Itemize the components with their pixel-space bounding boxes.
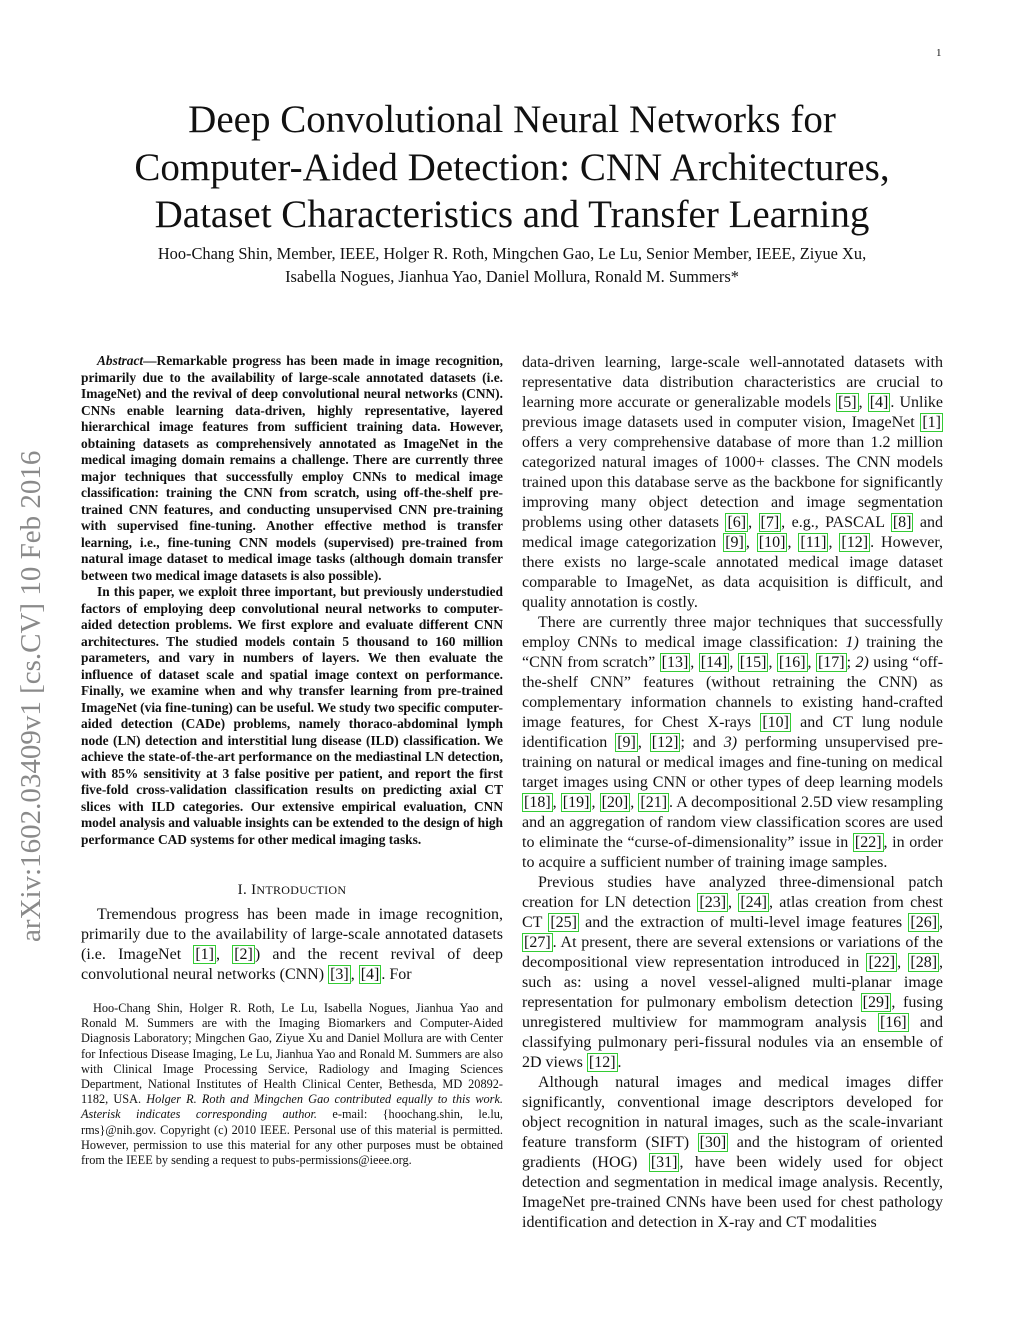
citation-link[interactable]: [28] <box>910 954 938 971</box>
citation-link[interactable]: [9] <box>725 534 744 551</box>
section-heading-introduction: I. INTRODUCTION <box>237 882 347 898</box>
citation-link[interactable]: [19] <box>562 794 590 811</box>
left-column <box>81 353 503 1168</box>
citation-link[interactable]: [31] <box>650 1154 678 1171</box>
citation-link[interactable]: [8] <box>892 514 912 531</box>
citation-link[interactable]: [6] <box>727 514 747 531</box>
citation-link[interactable]: [12] <box>651 734 679 751</box>
arxiv-stamp: arXiv:1602.03409v1 [cs.CV] 10 Feb 2016 <box>15 450 47 942</box>
citation-link[interactable]: [12] <box>841 534 869 551</box>
title-line: Computer-Aided Detection: CNN Architectures, <box>134 145 890 189</box>
abstract-label: Abstract <box>97 353 144 368</box>
abstract-paragraph: In this paper, we exploit three important, but previously understudied factors of employing deep convolutional neural networks to computer-aided detection problems. We first explore and evaluate different CNN architectures. The studied models contain 5 thousand to 160 million parameters, and vary in numbers of layers. We then evaluate the influence of dataset scale and spatial image context on performance. Finally, we examine when and why transfer learning from pre-trained ImageNet (via fine-tuning) can be useful. We study two specific computer-aided detection (CADe) problems, namely thoraco-abdominal lymph node (LN) detection and interstitial lung disease (ILD) classification. We achieve the state-of-the-art performance on the mediastinal LN detection, with 85% sensitivity at 3 false positive per patient, and report the first five-fold cross-validation classification results on predicting axial CT slices with ILD categories. Our extensive empirical evaluation, CNN model analysis and valuable insights can be extended to the design of high performance CAD systems for other medical imaging tasks. <box>81 584 503 847</box>
author-list <box>60 243 964 288</box>
citation-link[interactable]: [26] <box>910 914 938 931</box>
citation-link[interactable]: [2] <box>234 946 253 963</box>
citation-link[interactable]: [30] <box>699 1134 727 1151</box>
citation-link[interactable]: [24] <box>740 894 767 911</box>
author-line: Hoo-Chang Shin, Member, IEEE, Holger R. Roth, Mingchen Gao, Le Lu, Senior Member, IEEE, Ziyue Xu, <box>157 244 867 263</box>
citation-link[interactable]: [5] <box>837 394 857 411</box>
citation-link[interactable]: [14] <box>700 654 728 671</box>
citation-link[interactable]: [22] <box>854 834 882 851</box>
intro-paragraph: Tremendous progress has been made in image recognition, primarily due to the availability of large-scale annotated datasets (i.e. ImageNet [1] , [2] ) and the recent revival of deep convolutional neural networks (CNN) [3] , [4] . For <box>81 906 504 983</box>
body-paragraph: Previous studies have analyzed three-dimensional patch creation for LN detection [23] , [24] , atlas creation from chest CT [25] and the extraction of multi-level image features [26] , [27] . At present, there are several extensions or variations of the decompositional view representation introduced in [22] , [28] , such as: using a novel vessel-aligned multi-planar image representation for pulmonary embolism detection [29] , fusing unregistered multiview for mammogram analysis [16] and classifying pulmonary peri-fissural nodules via an ensemble of 2D views [12] . <box>522 874 944 1071</box>
citation-link[interactable]: [11] <box>800 534 827 551</box>
citation-link[interactable]: [20] <box>601 794 629 811</box>
citation-link[interactable]: [10] <box>758 534 786 551</box>
body-paragraph: There are currently three major techniques that successfully employ CNNs to medical image classification: 1) training the “CNN from scratch” [13] , [14] , [15] , [16] , [17] ; 2) using “off-the-shelf CNN” features (without retraining the CNN) as complementary information channels to existing hand-crafted image features, for Chest X-rays [10] and CT lung nodule identification [9] , [12] ; and 3) performing unsupervised pre-training on natural or medical images and fine-tuning on medical target images using CNN or other types of deep learning models [18] , [19] , [20] , [21] . A decompositional 2.5D view resampling and an aggregation of random view classification scores are used to eliminate the “curse-of-dimensionality” issue in [22] , in order to acquire a sufficient number of training image samples. <box>522 614 944 871</box>
citation-link[interactable]: [21] <box>640 794 668 811</box>
paper-title <box>60 96 964 239</box>
body-paragraph: data-driven learning, large-scale well-annotated datasets with representative data distribution characteristics are crucial to learning more accurate or generalizable models [5] , [4] . Unlike previous image datasets used in computer vision, ImageNet [1] offers a very comprehensive database of more than 1.2 million categorized natural images of 1000+ classes. The CNN models trained upon this database serve as the backbone for significantly improving many object detection and image segmentation problems using other datasets [6] , [7] , e.g., PASCAL [8] and medical image categorization [9] , [10] , [11] , [12] . However, there exists no large-scale annotated medical image dataset comparable to ImageNet, as data acquisition is difficult, and quality annotation is costly. <box>522 354 944 611</box>
page-number: 1 <box>936 47 942 59</box>
citation-link[interactable]: [27] <box>524 934 551 951</box>
intro-text <box>81 905 503 985</box>
citation-link[interactable]: [9] <box>617 734 636 751</box>
intro-text-continued <box>522 353 943 1233</box>
citation-link[interactable]: [1] <box>922 414 941 431</box>
citation-link[interactable]: [4] <box>360 966 380 983</box>
citation-link[interactable]: [10] <box>762 714 789 731</box>
abstract <box>81 353 503 848</box>
title-line: Deep Convolutional Neural Networks for <box>188 98 836 141</box>
citation-link[interactable]: [15] <box>739 654 767 671</box>
author-line: Isabella Nogues, Jianhua Yao, Daniel Mollura, Ronald M. Summers* <box>285 266 739 286</box>
citation-link[interactable]: [1] <box>195 946 214 963</box>
citation-link[interactable]: [16] <box>879 1014 907 1031</box>
abstract-paragraph <box>81 353 503 584</box>
affiliation-footnote: Hoo-Chang Shin, Holger R. Roth, Le Lu, Isabella Nogues, Jianhua Yao and Ronald M. Summers are with the Imaging Biomarkers and Computer-Aided Diagnosis Laboratory; Mingchen Gao, Ziyue Xu and Daniel Mollura are with Center for Infectious Disease Imaging, Le Lu, Jianhua Yao and Ronald M. Summers are also with Clinical Image Processing Service, Radiology and Imaging Sciences Department, National Institutes of Health Clinical Center, Bethesda, MD 20892-1182, USA. Holger R. Roth and Mingchen Gao contributed equally to this work. Asterisk indicates corresponding author. e-mail: {hoochang.shin, le.lu, rms}@nih.gov. Copyright (c) 2010 IEEE. Personal use of this material is permitted. However, permission to use this material for any other purposes must be obtained from the IEEE by sending a request to pubs-permissions@ieee.org. <box>81 1001 503 1168</box>
citation-link[interactable]: [23] <box>699 894 727 911</box>
citation-link[interactable]: [12] <box>588 1054 616 1071</box>
citation-link[interactable]: [16] <box>778 654 806 671</box>
citation-link[interactable]: [17] <box>817 654 845 671</box>
citation-link[interactable]: [13] <box>661 654 689 671</box>
abstract-text: —Remarkable progress has been made in image recognition, primarily due to the availability of large-scale annotated datasets (i.e. ImageNet) and the revival of deep convolutional neural networks (CNN). CNNs enable learning data-driven, highly representative, layered hierarchical image features from sufficient training data. However, obtaining datasets as comprehensively annotated as ImageNet in the medical imaging domain remains a challenge. There are currently three major techniques that successfully employ CNNs to medical image classification: training the CNN from scratch, using off-the-shelf pre-trained CNN features, and conducting unsupervised CNN pre-training with supervised fine-tuning. Another effective method is transfer learning, i.e., fine-tuning CNN models (supervised) pre-trained from natural image dataset to medical image tasks (although domain transfer between two medical image datasets is also possible). <box>81 353 503 583</box>
citation-link[interactable]: [22] <box>868 954 896 971</box>
citation-link[interactable]: [18] <box>524 794 551 811</box>
citation-link[interactable]: [4] <box>869 394 889 411</box>
citation-link[interactable]: [29] <box>862 994 890 1011</box>
right-column <box>522 353 943 1233</box>
citation-link[interactable]: [3] <box>330 966 349 983</box>
citation-link[interactable]: [7] <box>760 514 780 531</box>
citation-link[interactable]: [25] <box>550 914 577 931</box>
title-line: Dataset Characteristics and Transfer Learning <box>154 193 870 236</box>
body-paragraph: Although natural images and medical images differ significantly, conventional image descriptors developed for object recognition in natural images, such as the scale-invariant feature transform (SIFT) [30] and the histogram of oriented gradients (HOG) [31] , have been widely used for object detection and segmentation in medical image analysis. Recently, ImageNet pre-trained CNNs have been used for chest pathology identification and detection in X-ray and CT modalities <box>522 1074 944 1231</box>
